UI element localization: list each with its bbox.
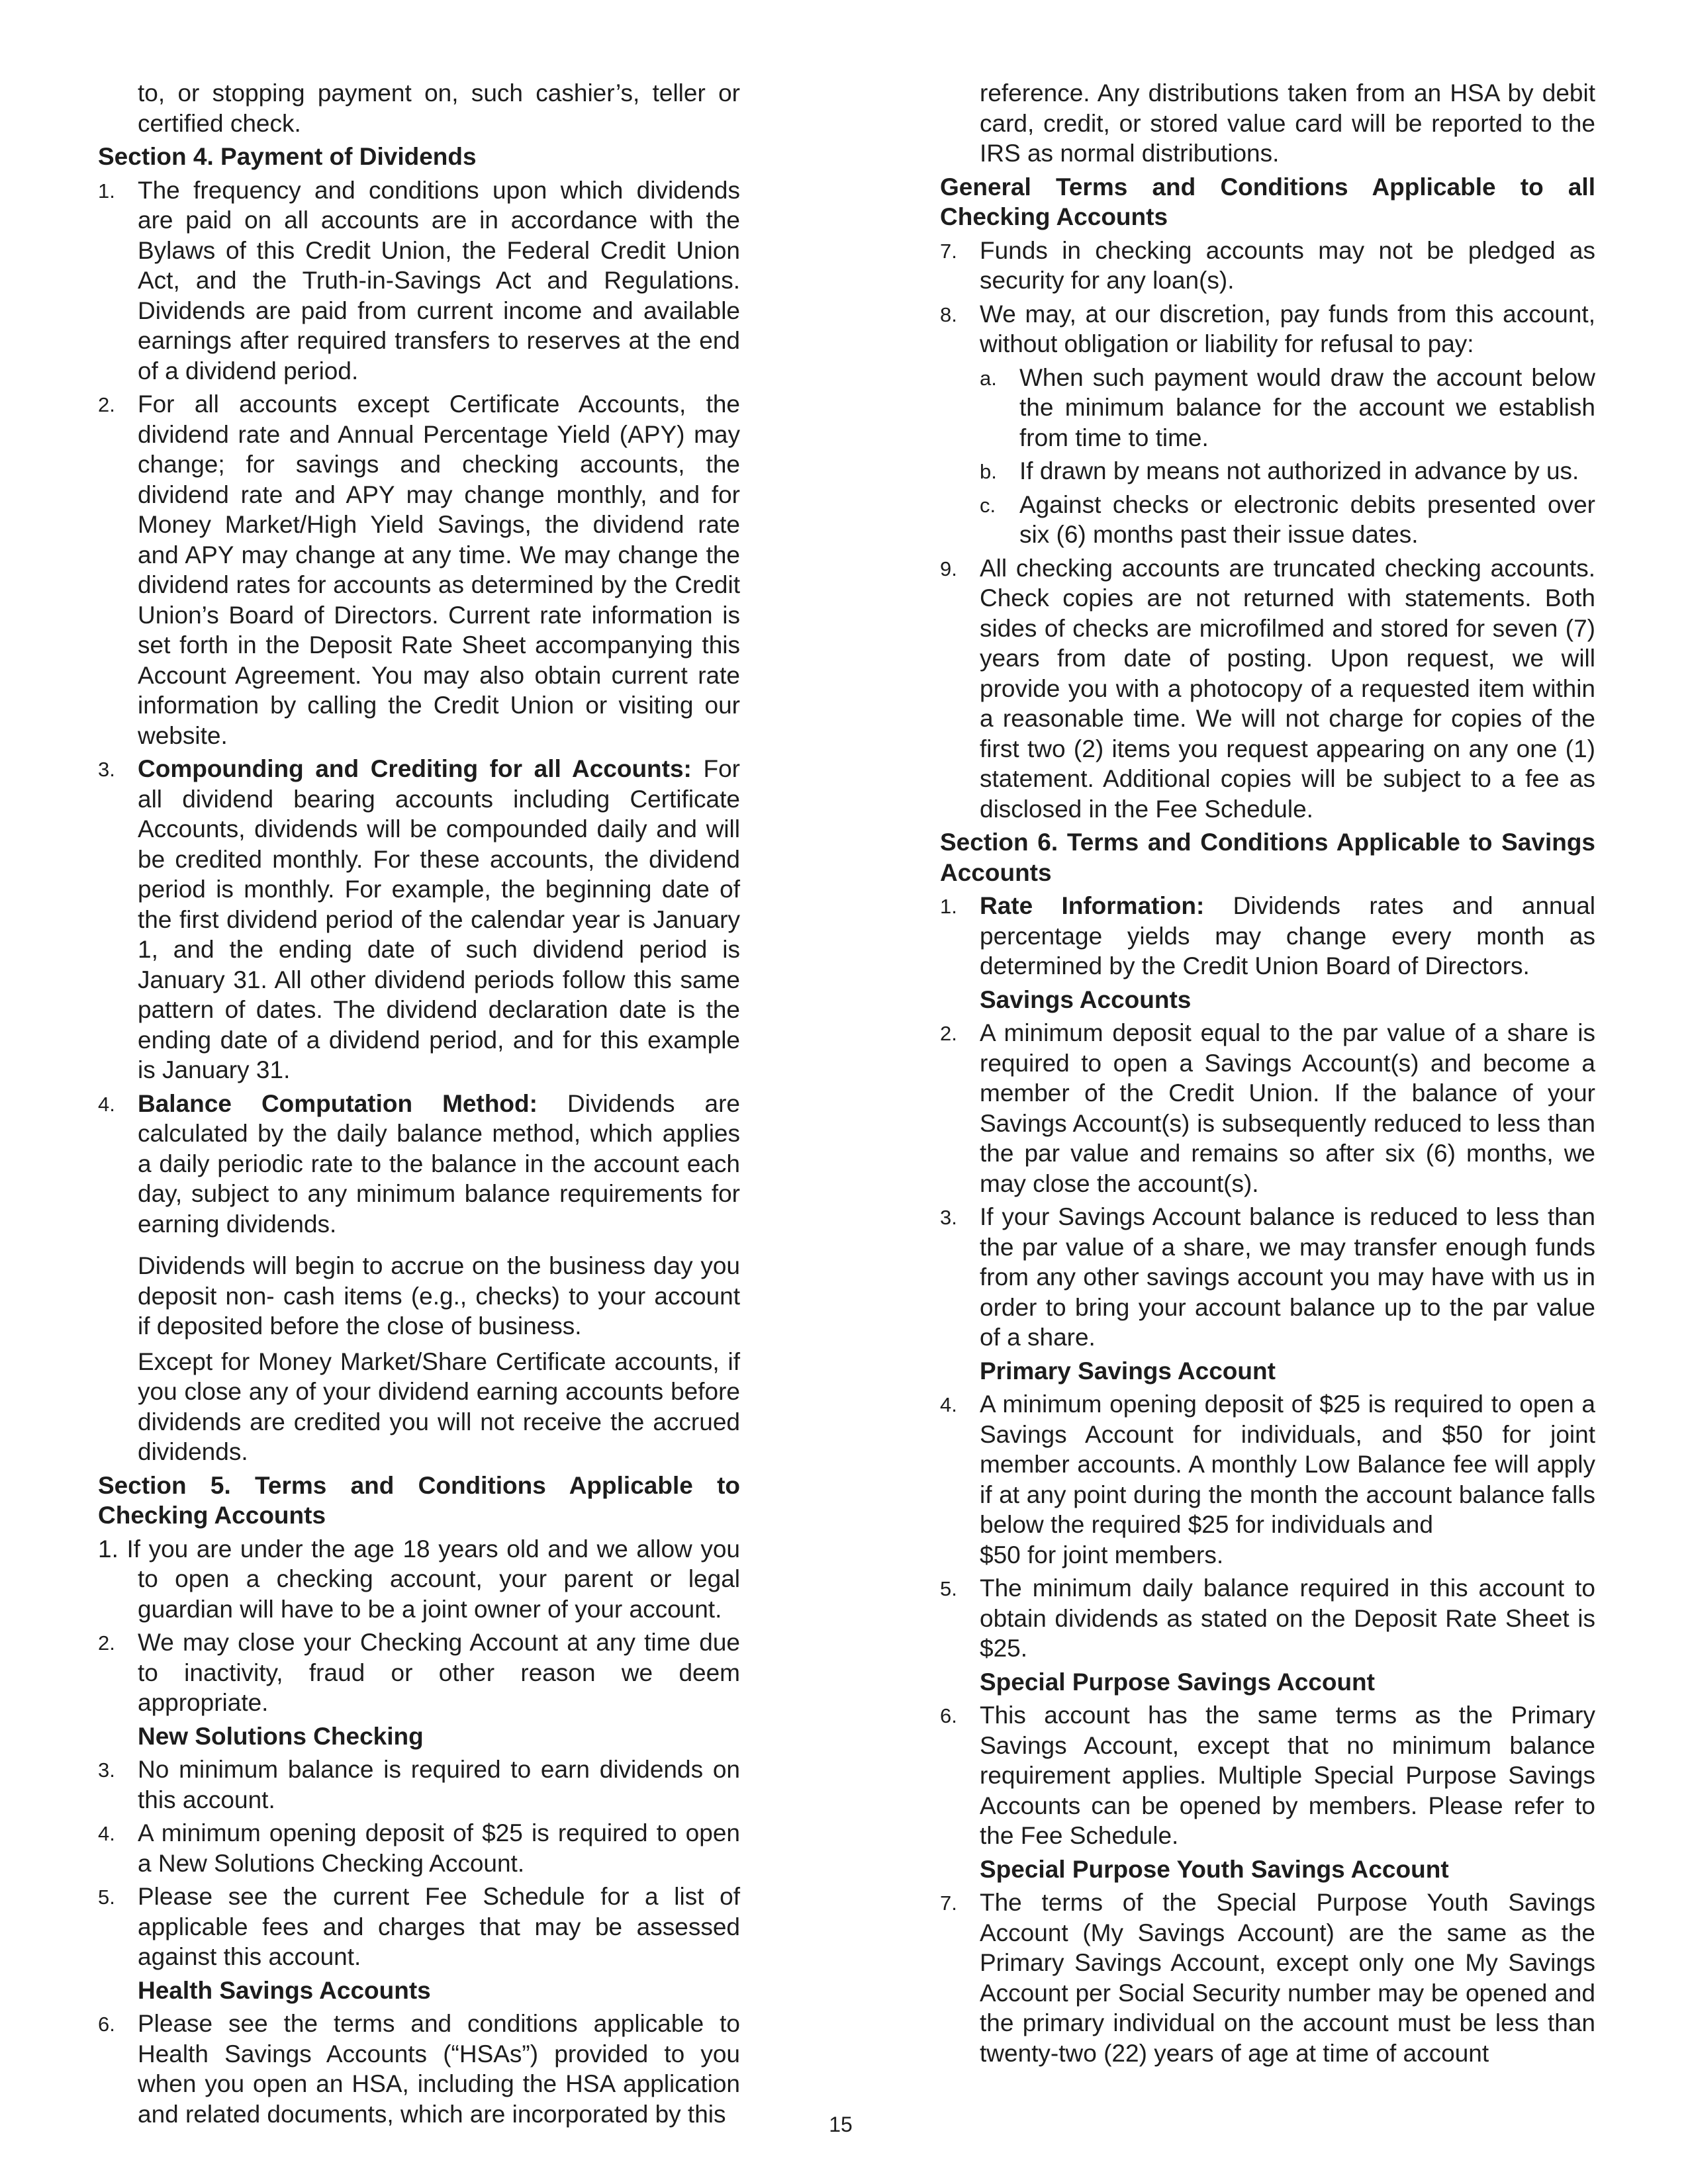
subheading: Special Purpose Savings Account xyxy=(980,1668,1375,1696)
item-number: 1. xyxy=(98,179,115,203)
right-column xyxy=(940,78,1595,2068)
list-item xyxy=(940,299,1595,359)
list-item xyxy=(940,1389,1595,1540)
section-5-heading: Section 5. Terms and Conditions Applicable to Checking Accounts xyxy=(98,1471,740,1529)
paragraph: Except for Money Market/Share Certificate accounts, if you close any of your dividend earning accounts before dividends are credited you will not receive the accrued dividends. xyxy=(138,1347,740,1465)
item-text: The terms of the Special Purpose Youth Savings Account (My Savings Account) are the same as the Primary Savings Account, except only one My Savings Account per Social Security number may be opened and the primary individual on the account must be less than twenty-two (22) years of age at time of account xyxy=(980,1889,1595,2067)
item-text: A minimum opening deposit of $25 is required to open a New Solutions Checking Account. xyxy=(138,1819,740,1877)
item-continuation: $50 for joint members. xyxy=(980,1541,1224,1569)
list-item xyxy=(98,389,740,751)
sub-item xyxy=(940,490,1595,550)
subheading: Special Purpose Youth Savings Account xyxy=(980,1855,1449,1883)
list-item xyxy=(98,1089,740,1240)
item-text: A minimum deposit equal to the par value of a share is required to open a Savings Account(s) and become a member of the Credit Union. If the balance of your Savings Account(s) is subsequently reduced to less than the par value and remains so after six (6) months, we may close the account(s). xyxy=(980,1019,1595,1197)
item-text: A minimum opening deposit of $25 is required to open a Savings Account for individuals, and $50 for joint member accounts. A monthly Low Balance fee will apply if at any point during the month the account balance falls below the required $25 for individuals and xyxy=(980,1390,1595,1538)
item-text: Funds in checking accounts may not be pledged as security for any loan(s). xyxy=(980,236,1595,294)
item-text: If your Savings Account balance is reduced to less than the par value of a share, we may transfer enough funds from any other savings account you may have with us in order to bring your account balance up to the par value of a share. xyxy=(980,1203,1595,1351)
item-text: If drawn by means not authorized in advance by us. xyxy=(1019,457,1579,484)
item-number: 1. xyxy=(940,895,957,918)
section-6-heading: Section 6. Terms and Conditions Applicable to Savings Accounts xyxy=(940,829,1595,886)
subheading: Health Savings Accounts xyxy=(138,1976,431,2004)
item-text: We may, at our discretion, pay funds from this account, without obligation or liability for refusal to pay: xyxy=(980,300,1595,357)
continued-text: to, or stopping payment on, such cashier’s, teller or certified check. xyxy=(138,79,740,137)
item-number: 4. xyxy=(98,1092,115,1116)
item-lead: Balance Computation Method: xyxy=(138,1089,538,1117)
list-item xyxy=(98,1818,740,1878)
item-text: We may close your Checking Account at any time due to inactivity, fraud or other reason we deem appropriate. xyxy=(138,1629,740,1716)
list-item xyxy=(940,236,1595,296)
list-item: 1. If you are under the age 18 years old and we allow you to open a checking account, your parent or legal guardian will have to be a joint owner of your account. xyxy=(98,1535,740,1623)
list-item xyxy=(98,1882,740,1972)
item-text: For all accounts except Certificate Accounts, the dividend rate and Annual Percentage Yield (APY) may change; for savings and checking accounts, the dividend rate and APY may change monthly, and for Money Market/High Yield Savings, the dividend rate and APY may change at any time. We may change the dividend rates for accounts as determined by the Credit Union’s Board of Directors. Current rate information is set forth in the Deposit Rate Sheet accompanying this Account Agreement. You may also obtain current rate information by calling the Credit Union or visiting our website. xyxy=(138,390,740,749)
general-terms-heading: General Terms and Conditions Applicable to all Checking Accounts xyxy=(940,173,1595,230)
item-text: When such payment would draw the account below the minimum balance for the account we establish from time to time. xyxy=(1019,363,1595,451)
item-text: Dividends are calculated by the daily balance method, which applies a daily periodic rate to the balance in the account each day, subject to any minimum balance requirements for earning dividends. xyxy=(138,1089,740,1238)
item-number: 3. xyxy=(98,1758,115,1782)
list-item xyxy=(98,754,740,1085)
list-item xyxy=(940,1018,1595,1199)
item-number: 3. xyxy=(940,1206,957,1229)
sub-item xyxy=(940,456,1595,486)
item-number: 7. xyxy=(940,239,957,263)
item-number: 2. xyxy=(98,1631,115,1655)
list-item xyxy=(98,2009,740,2129)
item-number: 2. xyxy=(940,1022,957,1045)
page-number: 15 xyxy=(829,2113,853,2136)
item-lead: Compounding and Crediting for all Accounts: xyxy=(138,755,692,782)
item-lead: Rate Information: xyxy=(980,892,1205,919)
section-4-heading: Section 4. Payment of Dividends xyxy=(98,143,477,170)
item-text: Please see the terms and conditions applicable to Health Savings Accounts (“HSAs”) provided to you when you open an HSA, including the HSA application and related documents, which are incorporated by this xyxy=(138,2010,740,2128)
item-number: 5. xyxy=(940,1577,957,1600)
item-number: 4. xyxy=(98,1822,115,1845)
list-item xyxy=(940,553,1595,825)
list-item xyxy=(98,1627,740,1718)
item-text: Dividends rates and annual percentage yields may change every month as determined by the Credit Union Board of Directors. xyxy=(980,892,1595,979)
subheading: Primary Savings Account xyxy=(980,1357,1276,1385)
sub-item-letter: a. xyxy=(980,366,997,390)
item-number: 8. xyxy=(940,302,957,326)
sub-item-letter: c. xyxy=(980,493,996,517)
item-text: The minimum daily balance required in this account to obtain dividends as stated on the Deposit Rate Sheet is $25. xyxy=(980,1574,1595,1662)
item-text: Against checks or electronic debits presented over six (6) months past their issue dates. xyxy=(1019,490,1595,548)
sub-item xyxy=(940,363,1595,453)
list-item xyxy=(940,1573,1595,1664)
list-item xyxy=(940,1700,1595,1851)
item-text: Please see the current Fee Schedule for a list of applicable fees and charges that may be assessed against this account. xyxy=(138,1883,740,1970)
item-number: 5. xyxy=(98,1886,115,1909)
list-item xyxy=(940,1888,1595,2068)
subheading: New Solutions Checking xyxy=(138,1722,424,1750)
item-text: For all dividend bearing accounts including Certificate Accounts, dividends will be compounded daily and will be credited monthly. For these accounts, the dividend period is monthly. For example, the beginning date of the first dividend period of the calendar year is January 1, and the ending date of such dividend period is January 31. All other dividend periods follow this same pattern of dates. The dividend declaration date is the ending date of a dividend period, and for this example is January 31. xyxy=(138,755,740,1083)
list-item xyxy=(940,891,1595,981)
left-column xyxy=(98,78,740,2129)
list-item xyxy=(940,1202,1595,1353)
continued-text: reference. Any distributions taken from an HSA by debit card, credit, or stored value card will be reported to the IRS as normal distributions. xyxy=(980,79,1595,167)
item-number: 9. xyxy=(940,557,957,580)
item-number: 4. xyxy=(940,1393,957,1416)
list-item xyxy=(98,175,740,387)
subheading: Savings Accounts xyxy=(980,985,1192,1013)
item-text: The frequency and conditions upon which dividends are paid on all accounts are in accordance with the Bylaws of this Credit Union, the Federal Credit Union Act, and the Truth-in-Savings Act and Regulations. Dividends are paid from current income and available earnings after required transfers to reserves at the end of a dividend period. xyxy=(138,176,740,385)
item-number: 3. xyxy=(98,758,115,781)
item-number: 6. xyxy=(940,1704,957,1727)
item-number: 7. xyxy=(940,1891,957,1915)
item-text: This account has the same terms as the Primary Savings Account, except that no minimum balance requirement applies. Multiple Special Purpose Savings Accounts can be opened by members. Please refer to the Fee Schedule. xyxy=(980,1702,1595,1849)
item-text: All checking accounts are truncated checking accounts. Check copies are not returned with statements. Both sides of checks are microfilmed and stored for seven (7) years from date of posting. Upon request, we will provide you with a photocopy of a requested item within a reasonable time. We will not charge for copies of the first two (2) items you request appearing on any one (1) statement. Additional copies will be subject to a fee as disclosed in the Fee Schedule. xyxy=(980,554,1595,823)
item-number: 6. xyxy=(98,2013,115,2036)
paragraph: Dividends will begin to accrue on the business day you deposit non- cash items (e.g., checks) to your account if deposited before the close of business. xyxy=(138,1252,740,1340)
item-number: 2. xyxy=(98,393,115,416)
list-item xyxy=(98,1754,740,1815)
item-text: No minimum balance is required to earn dividends on this account. xyxy=(138,1756,740,1813)
sub-item-letter: b. xyxy=(980,460,997,483)
